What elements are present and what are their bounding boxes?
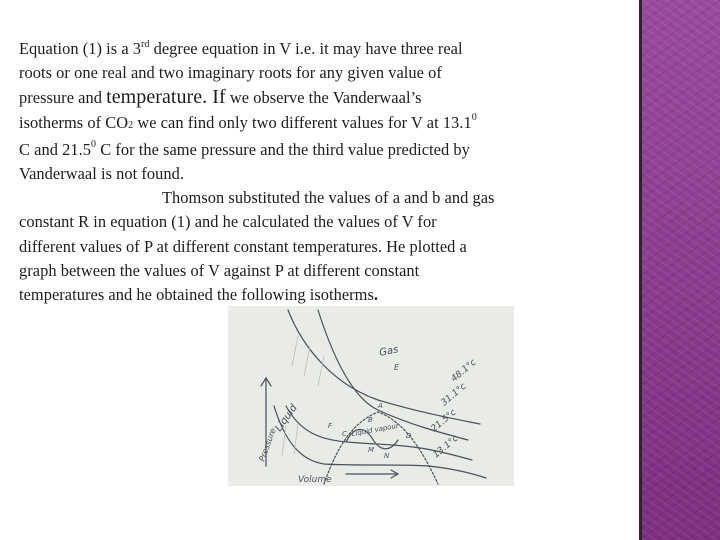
point-f: F — [328, 422, 333, 430]
point-b: B — [368, 416, 373, 424]
text-line: Thomson substituted the values of a and b and gas — [162, 188, 495, 208]
point-a: A — [378, 402, 383, 410]
isotherm-sketch — [228, 306, 514, 486]
point-m: M — [368, 446, 375, 454]
label-pressure: Pressure — [257, 427, 278, 463]
text-line: graph between the values of V against P at different constant — [19, 260, 420, 280]
point-d: D — [406, 432, 412, 440]
label-volume: Volume — [298, 475, 332, 485]
text-line: different values of P at different constant temperatures. He plotted a — [19, 236, 467, 256]
label-t21: 21.5°c — [429, 407, 459, 435]
label-t31: 31.1°c — [439, 381, 469, 409]
text-line: roots or one real and two imaginary roots for any given value of — [19, 63, 442, 83]
label-coexist: Liquid vapour — [350, 421, 400, 438]
decorative-sidebar — [642, 0, 720, 540]
text-line: Equation (1) is a 3rd degree equation in V i.e. it may have three real — [19, 38, 463, 58]
point-e: E — [394, 363, 400, 372]
point-c: C — [342, 430, 347, 438]
body-text — [19, 37, 609, 307]
text-line: isotherms of CO2 we can find only two different values for V at 13.1$^0$ — [19, 112, 477, 132]
point-n: N — [384, 452, 390, 460]
text-line: constant R in equation (1) and he calculated the values of V for — [19, 212, 437, 232]
text-line: C and 21.5$^0$ C for the same pressure and the third value predicted by — [19, 139, 470, 159]
text-line: temperatures and he obtained the following isotherms. — [19, 285, 379, 305]
label-t13: 13.1°c — [431, 433, 461, 461]
text-line: pressure and temperature. If we observe the Vanderwaal’s — [19, 86, 422, 109]
label-gas: Gas — [378, 344, 400, 359]
isotherm-graph — [228, 306, 514, 486]
label-liquid: Liquid — [273, 402, 300, 434]
text-line: Vanderwaal is not found. — [19, 164, 185, 184]
isotherm-48 — [288, 310, 480, 424]
label-t48: 48.1°c — [449, 357, 479, 385]
